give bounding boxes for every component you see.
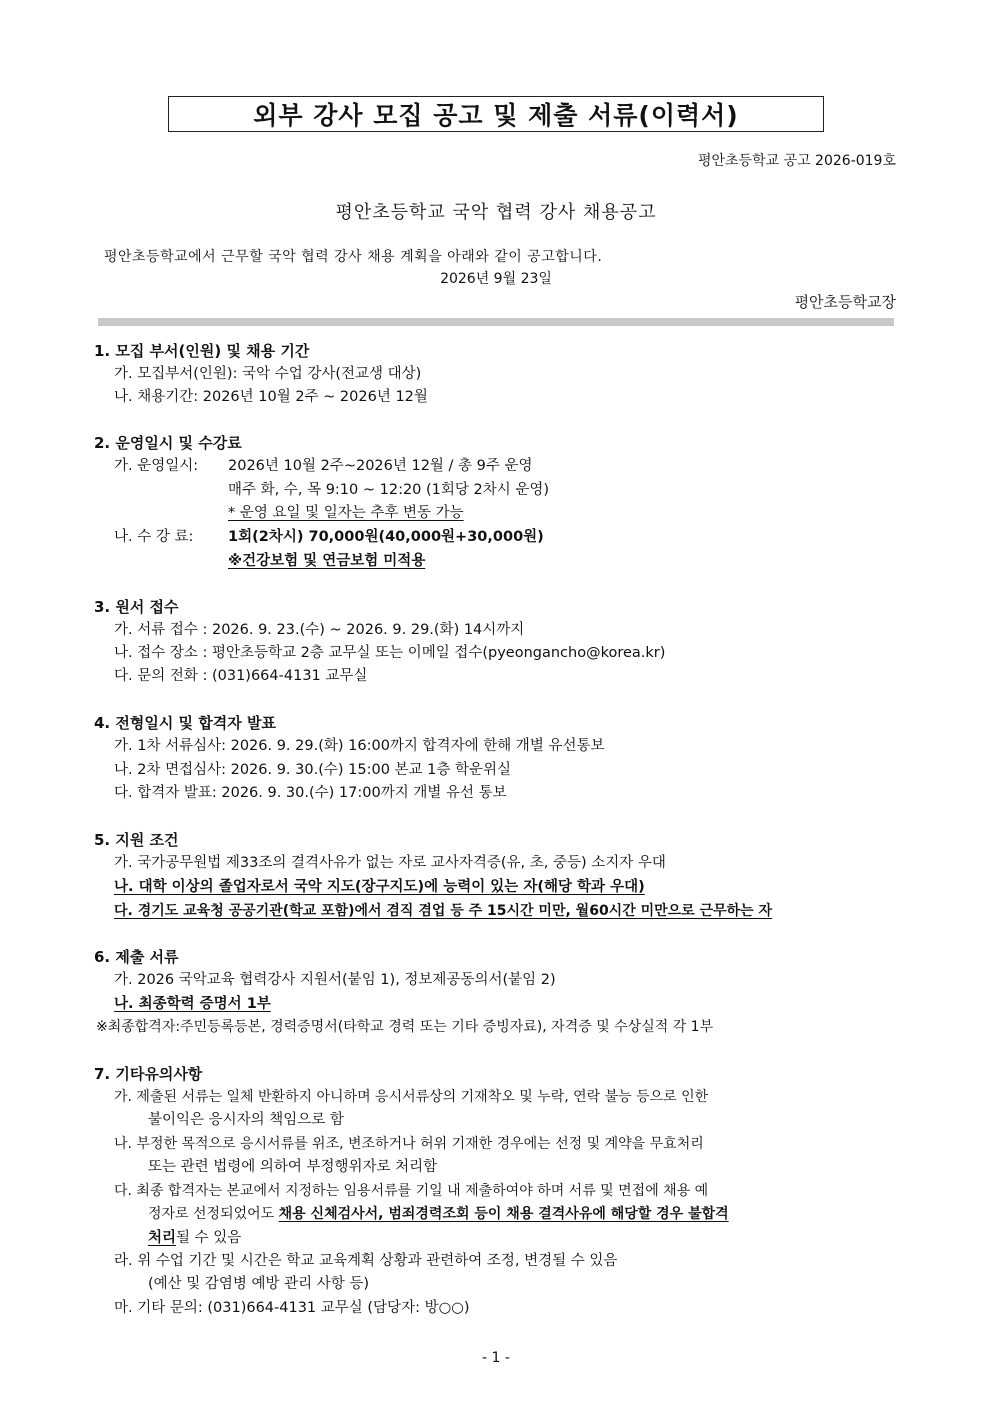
section-7-item-c-line2-emphasis: 채용 신체검사서, 범죄경력조회 등이 채용 결격사유에 해당할 경우 불합격 bbox=[278, 1206, 729, 1222]
section-7-item-a-line1: 가. 제출된 서류는 일체 반환하지 아니하며 응시서류상의 기재착오 및 누락, 연락 불능 등으로 인한 bbox=[114, 1089, 709, 1105]
section-1-item-b: 나. 채용기간: 2026년 10월 2주 ~ 2026년 12월 bbox=[114, 389, 428, 405]
section-7-item-c-line2 bbox=[148, 1203, 729, 1225]
section-6-item-b: 나. 최종학력 증명서 1부 bbox=[114, 996, 271, 1012]
notice-number: 평안초등학교 공고 2026-019호 bbox=[697, 153, 896, 169]
section-5-item-c: 다. 경기도 교육청 공공기관(학교 포함)에서 겸직 겸업 등 주 15시간 미만, 월60시간 미만으로 근무하는 자 bbox=[114, 903, 773, 919]
section-4-item-c: 다. 합격자 발표: 2026. 9. 30.(수) 17:00까지 개별 유선 통보 bbox=[114, 785, 507, 801]
section-2-item-b-line2: ※건강보험 및 연금보험 미적용 bbox=[228, 553, 426, 569]
section-2-item-a-line3: * 운영 요일 및 일자는 추후 변동 가능 bbox=[228, 505, 464, 521]
section-1-item-a: 가. 모집부서(인원): 국악 수업 강사(전교생 대상) bbox=[114, 366, 422, 382]
section-2-item-a-label: 가. 운영일시: bbox=[114, 458, 199, 474]
section-3-item-c: 다. 문의 전화 : (031)664-4131 교무실 bbox=[114, 668, 368, 684]
section-7-title: 7. 기타유의사항 bbox=[94, 1065, 203, 1083]
section-2-item-a-line2: 매주 화, 수, 목 9:10 ~ 12:20 (1회당 2차시 운영) bbox=[228, 482, 550, 498]
section-7-item-d-line2: (예산 및 감염병 예방 관리 사항 등) bbox=[148, 1276, 370, 1292]
section-7-item-c-line3-emphasis: 처리 bbox=[148, 1230, 177, 1246]
section-3-title: 3. 원서 접수 bbox=[94, 598, 179, 616]
section-1-title: 1. 모집 부서(인원) 및 채용 기간 bbox=[94, 342, 310, 360]
section-3-item-a: 가. 서류 접수 : 2026. 9. 23.(수) ~ 2026. 9. 29.(화) 14시까지 bbox=[114, 622, 525, 638]
section-4-item-a: 가. 1차 서류심사: 2026. 9. 29.(화) 16:00까지 합격자에 한해 개별 유선통보 bbox=[114, 738, 605, 754]
title-text: 외부 강사 모집 공고 및 제출 서류(이력서) bbox=[253, 101, 739, 130]
section-6-note: ※최종합격자:주민등록등본, 경력증명서(타학교 경력 또는 기타 증빙자료), 자격증 및 수상실적 각 1부 bbox=[96, 1019, 714, 1035]
section-2-item-b-line1: 1회(2차시) 70,000원(40,000원+30,000원) bbox=[228, 529, 544, 545]
section-5-item-b: 나. 대학 이상의 졸업자로서 국악 지도(장구지도)에 능력이 있는 자(해당 학과 우대) bbox=[114, 879, 645, 895]
section-6-item-a: 가. 2026 국악교육 협력강사 지원서(붙임 1), 정보제공동의서(붙임 2) bbox=[114, 972, 556, 988]
notice-heading: 평안초등학교 국악 협력 강사 채용공고 bbox=[335, 202, 657, 223]
section-6-title: 6. 제출 서류 bbox=[94, 948, 179, 966]
section-7-item-e: 마. 기타 문의: (031)664-4131 교무실 (담당자: 방○○) bbox=[114, 1300, 470, 1316]
section-3-item-b: 나. 접수 장소 : 평안초등학교 2층 교무실 또는 이메일 접수(pyeongancho@korea.kr) bbox=[114, 645, 666, 661]
section-7-item-a-line2: 불이익은 응시자의 책임으로 함 bbox=[148, 1112, 344, 1128]
section-7-item-c-line2-plain: 정자로 선정되었어도 bbox=[148, 1206, 279, 1222]
section-7-item-c-line1: 다. 최종 합격자는 본교에서 지정하는 임용서류를 기일 내 제출하여야 하며 서류 및 면접에 채용 예 bbox=[114, 1183, 709, 1199]
section-7-item-c-line3 bbox=[148, 1227, 241, 1249]
page-number: - 1 - bbox=[482, 1350, 510, 1366]
section-2-item-a-line1: 2026년 10월 2주~2026년 12월 / 총 9주 운영 bbox=[228, 458, 533, 474]
intro-text: 평안초등학교에서 근무할 국악 협력 강사 채용 계획을 아래와 같이 공고합니다. bbox=[104, 249, 603, 265]
section-5-title: 5. 지원 조건 bbox=[94, 831, 179, 849]
section-4-item-b: 나. 2차 면접심사: 2026. 9. 30.(수) 15:00 본교 1층 학운위실 bbox=[114, 762, 512, 778]
section-7-item-c-line3-plain: 될 수 있음 bbox=[176, 1230, 242, 1246]
section-2-title: 2. 운영일시 및 수강료 bbox=[94, 434, 242, 452]
notice-date: 2026년 9월 23일 bbox=[440, 271, 552, 287]
section-7-item-b-line1: 나. 부정한 목적으로 응시서류를 위조, 변조하거나 허위 기재한 경우에는 선정 및 계약을 무효처리 bbox=[114, 1136, 704, 1152]
divider-bar bbox=[98, 318, 894, 326]
section-7-item-d-line1: 라. 위 수업 기간 및 시간은 학교 교육계획 상황과 관련하여 조정, 변경될 수 있음 bbox=[114, 1253, 618, 1269]
section-5-item-a: 가. 국가공무원법 제33조의 결격사유가 없는 자로 교사자격증(유, 초, 중등) 소지자 우대 bbox=[114, 855, 666, 871]
document-title bbox=[168, 96, 824, 132]
signature: 평안초등학교장 bbox=[794, 293, 896, 311]
section-2-item-b-label: 나. 수 강 료: bbox=[114, 529, 194, 545]
section-4-title: 4. 전형일시 및 합격자 발표 bbox=[94, 714, 276, 732]
section-7-item-b-line2: 또는 관련 법령에 의하여 부정행위자로 처리함 bbox=[148, 1159, 438, 1175]
